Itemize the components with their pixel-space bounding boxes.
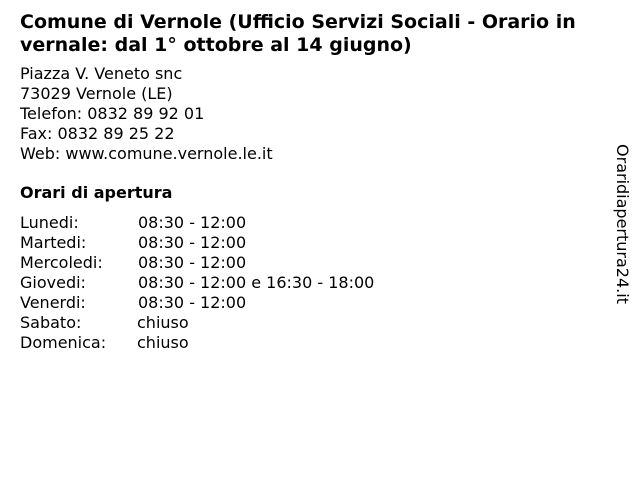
address-city: 73029 Vernole (LE) [20,84,173,103]
day-label: Giovedi: [20,273,86,292]
time-value: 08:30 - 12:00 [138,293,247,312]
hours-heading: Orari di apertura [20,183,173,202]
time-value: chiuso [137,333,189,352]
address-street: Piazza V. Veneto snc [20,64,183,83]
time-value: 08:30 - 12:00 [138,233,247,252]
phone-number: Telefon: 0832 89 92 01 [20,104,205,123]
fax-number: Fax: 0832 89 25 22 [20,124,175,143]
day-label: Venerdi: [20,293,86,312]
time-value: 08:30 - 12:00 [138,253,247,272]
time-value: 08:30 - 12:00 [138,213,247,232]
contact-block [20,64,273,164]
day-label: Mercoledi: [20,253,103,272]
time-value: chiuso [137,313,189,332]
day-label: Domenica: [20,333,107,352]
day-label: Martedi: [20,233,87,252]
day-label: Sabato: [20,313,82,332]
day-label: Lunedi: [20,213,79,232]
page-title: Comune di Vernole (Ufficio Servizi Sociali - Orario in vernale: dal 1° ottobre al 14 giugno) [20,11,576,56]
site-watermark [611,134,633,314]
time-value: 08:30 - 12:00 e 16:30 - 18:00 [138,273,375,292]
website: Web: www.comune.vernole.le.it [20,144,273,163]
watermark-text: Oraridiapertura24.it [613,144,632,304]
